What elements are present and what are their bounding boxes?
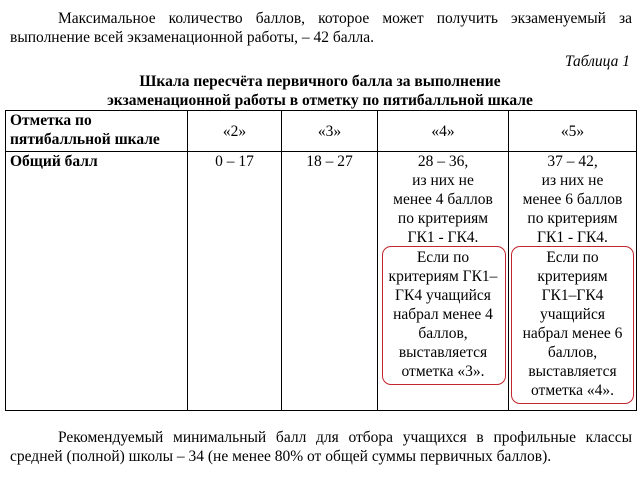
- score-cell-grade-5: [509, 152, 637, 411]
- grade-5-note: [513, 248, 632, 400]
- score-cell-grade-4: [378, 152, 509, 411]
- header-grade-4: «4»: [378, 111, 509, 152]
- grade-4-note: [382, 248, 504, 381]
- grade-scale-table: [5, 110, 637, 411]
- grade-5-line: по критериям: [527, 210, 618, 227]
- grade-5-note-line: учащийся: [540, 306, 605, 323]
- grade-4-line: из них не: [412, 172, 474, 189]
- grade-4-conditions: [382, 152, 504, 247]
- grade-4-note-line: набрал менее 4: [393, 306, 493, 323]
- table-title: [0, 72, 640, 110]
- header-grade-3: «3»: [282, 111, 378, 152]
- grade-5-note-line: баллов,: [547, 344, 598, 361]
- grade-4-line: 28 – 36,: [417, 153, 469, 170]
- grade-5-note-line: отметка «4».: [531, 382, 614, 399]
- grade-4-note-line: ГК4 учащийся: [395, 287, 491, 304]
- grade-5-line: 37 – 42,: [547, 153, 598, 170]
- grade-4-note-line: отметка «3».: [401, 363, 485, 380]
- score-range-grade-2: 0 – 17: [188, 152, 282, 411]
- header-label-line-1: Отметка по: [10, 112, 92, 129]
- grade-5-line: ГК1 - ГК4.: [537, 229, 608, 246]
- row-label-total-score: Общий балл: [6, 152, 188, 411]
- grade-5-line: из них не: [541, 172, 604, 189]
- grade-4-line: менее 4 баллов: [393, 191, 493, 208]
- grade-5-note-line: Если по: [546, 249, 599, 266]
- table-header-row: [6, 111, 637, 152]
- grade-4-line: ГК1 - ГК4.: [407, 229, 479, 246]
- table-title-line-2: экзаменационной работы в отметку по пятибалльной шкале: [107, 92, 533, 109]
- header-grade-5: «5»: [509, 111, 637, 152]
- grade-4-note-line: баллов,: [418, 325, 468, 342]
- grade-4-note-line: Если по: [416, 249, 470, 266]
- grade-5-note-line: выставляется: [528, 363, 617, 380]
- grade-4-note-line: выставляется: [398, 344, 488, 361]
- header-grade-2: «2»: [188, 111, 282, 152]
- grade-5-conditions: [513, 152, 632, 247]
- table-score-row: [6, 152, 637, 411]
- table-title-line-1: Шкала пересчёта первичного балла за выполнение: [139, 73, 501, 90]
- header-label-cell: [6, 111, 188, 152]
- grade-5-note-line: критериям: [537, 268, 608, 285]
- table-caption: Таблица 1: [564, 53, 630, 70]
- grade-4-note-line: критериям ГК1–: [388, 268, 498, 285]
- grade-4-line: по критериям: [397, 210, 489, 227]
- score-range-grade-3: 18 – 27: [282, 152, 378, 411]
- header-label-line-2: пятибалльной шкале: [10, 131, 160, 148]
- intro-paragraph: Максимальное количество баллов, которое может получить экзаменуемый за выполнение всей экзаменационной работы, – 42 балла.: [10, 10, 632, 46]
- grade-5-note-line: ГК1–ГК4: [541, 287, 604, 304]
- grade-5-note-line: набрал менее 6: [522, 325, 623, 342]
- outro-paragraph: Рекомендуемый минимальный балл для отбора учащихся в профильные классы средней (полной) школы – 34 (не менее 80% от общей суммы первичных баллов).: [10, 429, 632, 465]
- grade-5-line: менее 6 баллов: [522, 191, 623, 208]
